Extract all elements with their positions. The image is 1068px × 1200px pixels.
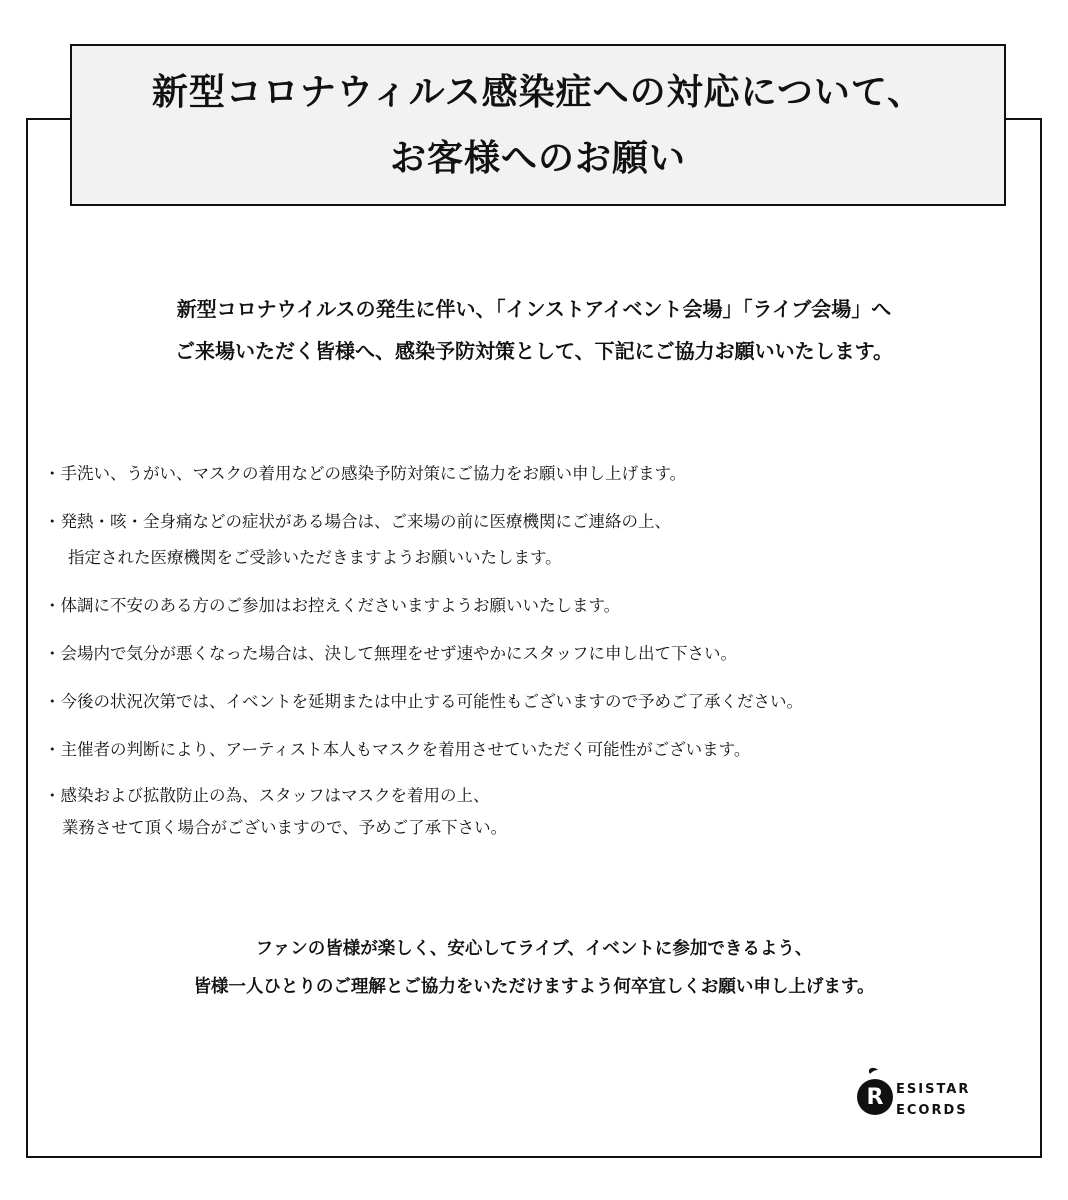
note-item <box>44 588 1034 624</box>
note-line: ・発熱・咳・全身痛などの症状がある場合は、ご来場の前に医療機関にご連絡の上、 <box>44 512 671 531</box>
logo-line-1: ESISTAR <box>896 1082 971 1097</box>
closing-paragraph <box>0 930 1068 1006</box>
notes-list <box>44 456 1034 856</box>
note-line: ・今後の状況次第では、イベントを延期または中止する可能性もございますので予めご了承ください。 <box>44 692 803 711</box>
title-line-1: 新型コロナウィルス感染症への対応について、 <box>151 71 925 113</box>
closing-line-2: 皆様一人ひとりのご理解とご協力をいただけますよう何卒宜しくお願い申し上げます。 <box>193 977 875 997</box>
note-item <box>44 780 1034 844</box>
logo-line-2: ECORDS <box>896 1103 968 1118</box>
note-item <box>44 504 1034 576</box>
note-line: ・体調に不安のある方のご参加はお控えくださいますようお願いいたします。 <box>44 596 621 615</box>
title-box <box>70 44 1006 206</box>
note-line-continuation: 指定された医療機関をご受診いただきますようお願いいたします。 <box>68 548 562 567</box>
resistar-records-logo-icon <box>856 1066 1006 1122</box>
note-item <box>44 456 1034 492</box>
note-item <box>44 636 1034 672</box>
note-item <box>44 684 1034 720</box>
note-line: ・主催者の判断により、アーティスト本人もマスクを着用させていただく可能性がございます。 <box>44 740 751 759</box>
intro-paragraph <box>0 288 1068 372</box>
intro-line-2: ご来場いただく皆様へ、感染予防対策として、下記にご協力お願いいたします。 <box>175 339 893 363</box>
closing-line-1: ファンの皆様が楽しく、安心してライブ、イベントに参加できるよう、 <box>255 939 813 959</box>
note-line: ・感染および拡散防止の為、スタッフはマスクを着用の上、 <box>44 786 490 805</box>
note-line: ・手洗い、うがい、マスクの着用などの感染予防対策にご協力をお願い申し上げます。 <box>44 464 687 483</box>
title-line-2: お客様へのお願い <box>389 137 686 179</box>
note-line: ・会場内で気分が悪くなった場合は、決して無理をせず速やかにスタッフに申し出て下さい。 <box>44 644 737 663</box>
note-line-continuation: 業務させて頂く場合がございますので、予めご了承下さい。 <box>62 818 508 837</box>
intro-line-1: 新型コロナウイルスの発生に伴い、「インストアイベント会場」「ライブ会場」へ <box>176 297 892 321</box>
note-item <box>44 732 1034 768</box>
logo-letter: R <box>866 1085 884 1110</box>
